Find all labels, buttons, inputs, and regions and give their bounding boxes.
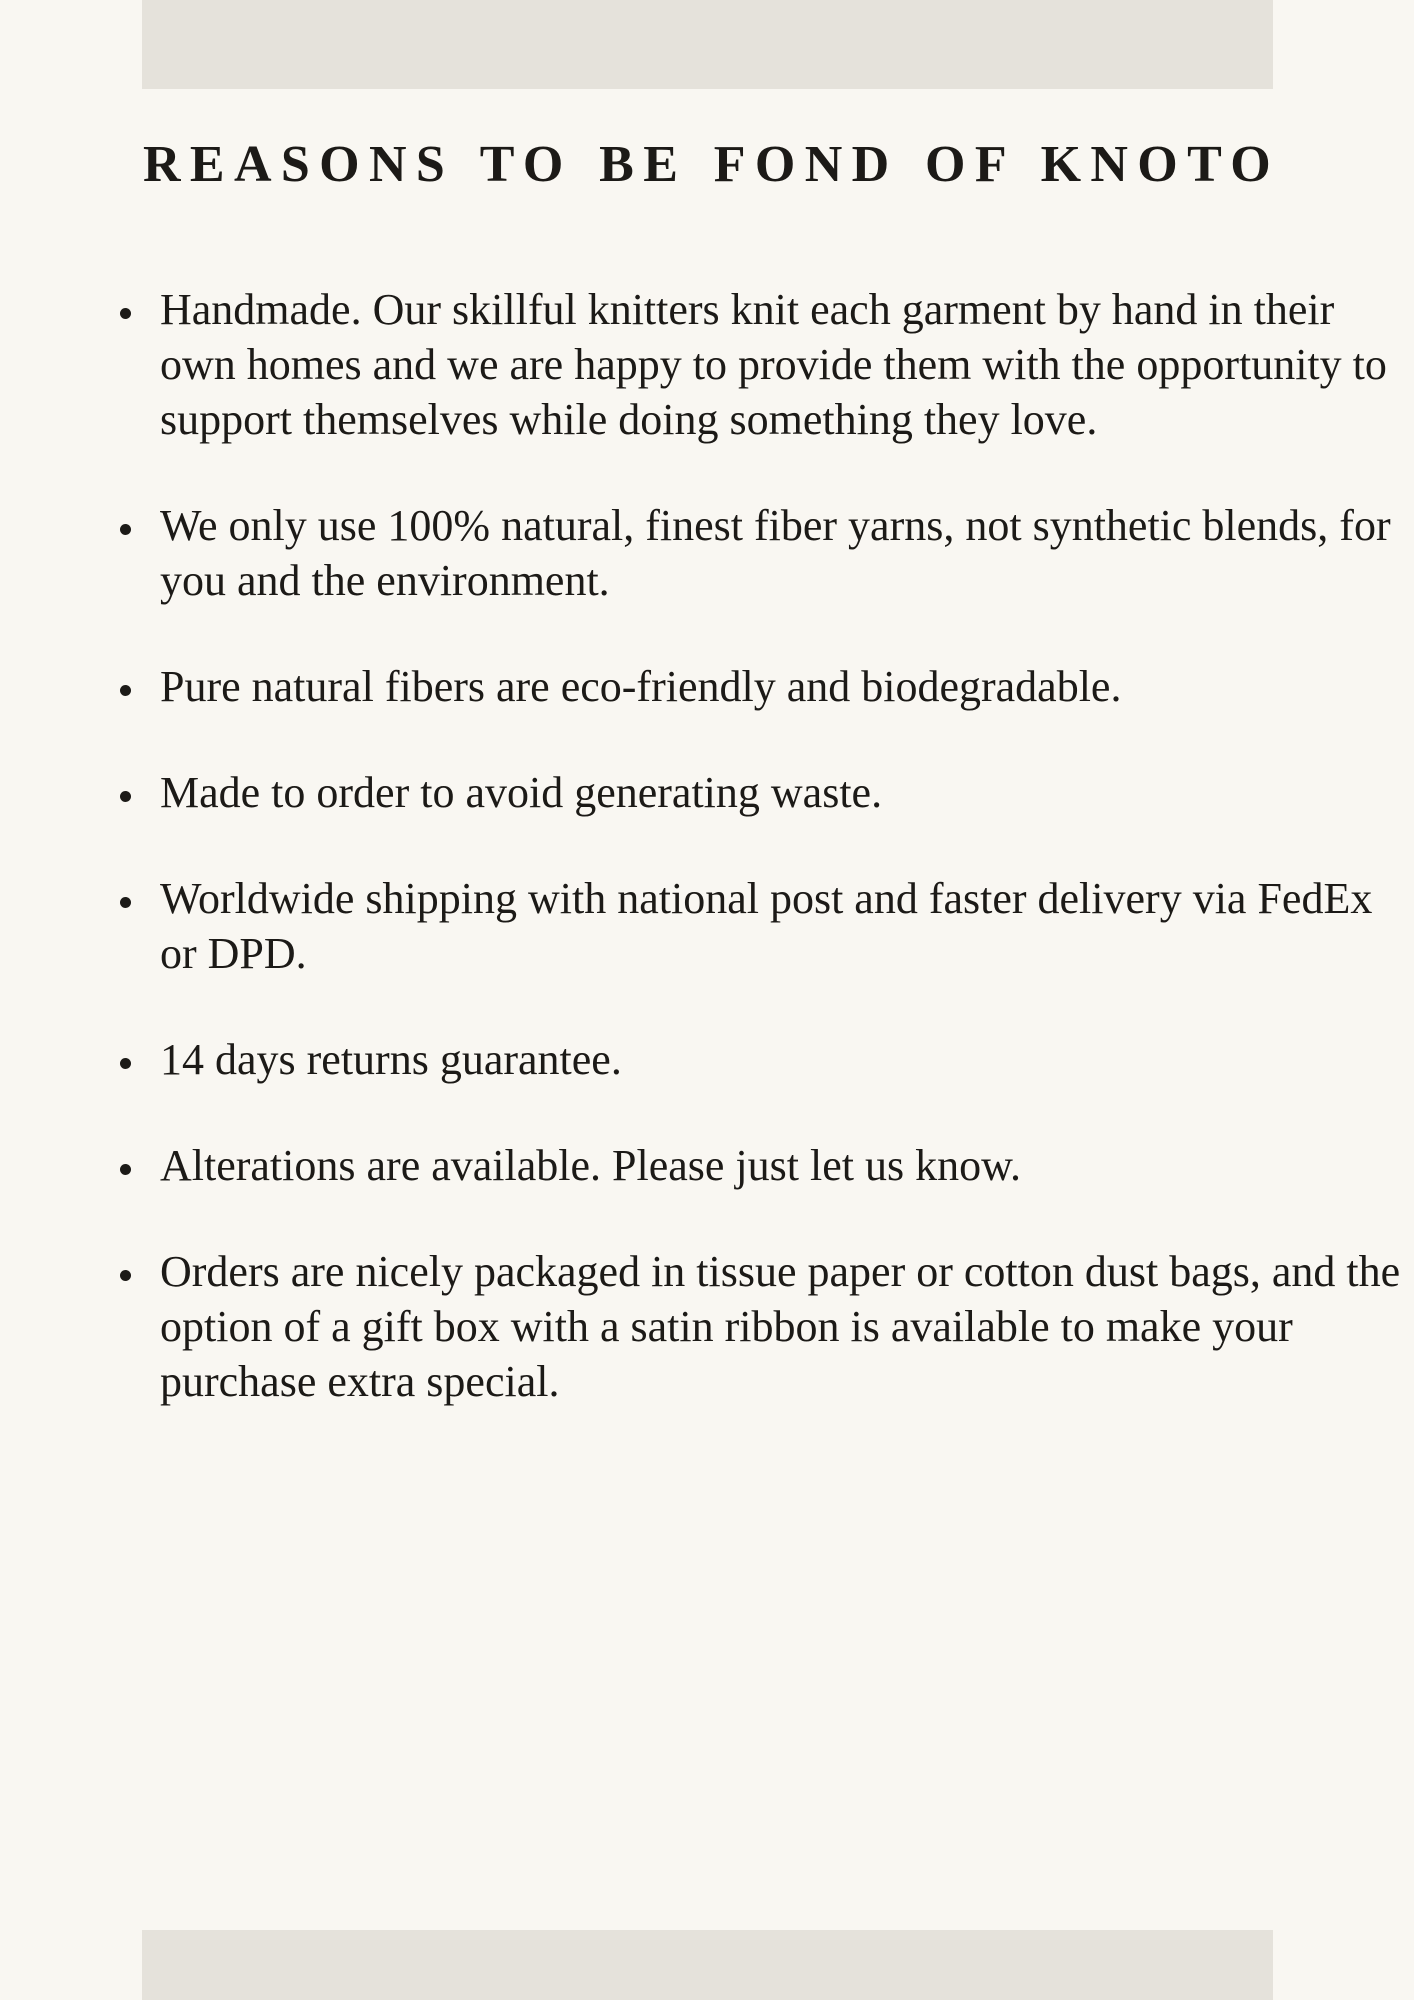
bottom-decorative-band — [142, 1930, 1273, 2000]
bullet-text — [160, 498, 1400, 608]
bullet-text — [160, 1244, 1400, 1409]
bullet-text-line: We only use 100% natural, finest fiber yarns, not synthetic blends, for — [160, 501, 1391, 550]
bullet-item — [160, 1138, 1400, 1193]
bullet-text-line: own homes and we are happy to provide them with the opportunity to — [160, 340, 1387, 389]
bullet-text-line: Pure natural fibers are eco-friendly and biodegradable. — [160, 662, 1122, 711]
bullet-text-line: support themselves while doing something they love. — [160, 395, 1098, 444]
bullet-text-line: purchase extra special. — [160, 1357, 560, 1406]
bullet-item — [160, 659, 1400, 714]
bullet-item — [160, 282, 1400, 447]
bullet-text — [160, 282, 1400, 447]
bullet-dot-icon — [120, 1164, 131, 1175]
bullet-text-line: Alterations are available. Please just let us know. — [160, 1141, 1022, 1190]
bullet-dot-icon — [120, 308, 131, 319]
bullet-text-line: option of a gift box with a satin ribbon is available to make your — [160, 1302, 1293, 1351]
bullet-text-line: 14 days returns guarantee. — [160, 1035, 622, 1084]
bullet-text-line: Made to order to avoid generating waste. — [160, 768, 883, 817]
bullet-text-line: Handmade. Our skillful knitters knit each garment by hand in their — [160, 285, 1335, 334]
bullet-text — [160, 659, 1400, 714]
bullet-text-line: Worldwide shipping with national post and faster delivery via FedEx — [160, 874, 1373, 923]
top-decorative-band — [142, 0, 1273, 89]
bullet-item — [160, 1032, 1400, 1087]
bullet-item — [160, 765, 1400, 820]
page-title: REASONS TO BE FOND OF KNOTO — [143, 136, 1281, 193]
bullet-text-line: or DPD. — [160, 929, 307, 978]
bullet-text-line: Orders are nicely packaged in tissue paper or cotton dust bags, and the — [160, 1247, 1401, 1296]
bullet-item — [160, 1244, 1400, 1409]
bullet-dot-icon — [120, 1058, 131, 1069]
bullet-item — [160, 498, 1400, 608]
bullet-text-line: you and the environment. — [160, 556, 610, 605]
bullet-text — [160, 765, 1400, 820]
bullet-dot-icon — [120, 897, 131, 908]
bullet-text — [160, 871, 1400, 981]
bullet-dot-icon — [120, 524, 131, 535]
bullet-dot-icon — [120, 685, 131, 696]
bullet-dot-icon — [120, 1270, 131, 1281]
bullet-text — [160, 1032, 1400, 1087]
bullet-list — [160, 282, 1400, 1409]
bullet-dot-icon — [120, 791, 131, 802]
bullet-item — [160, 871, 1400, 981]
bullet-text — [160, 1138, 1400, 1193]
